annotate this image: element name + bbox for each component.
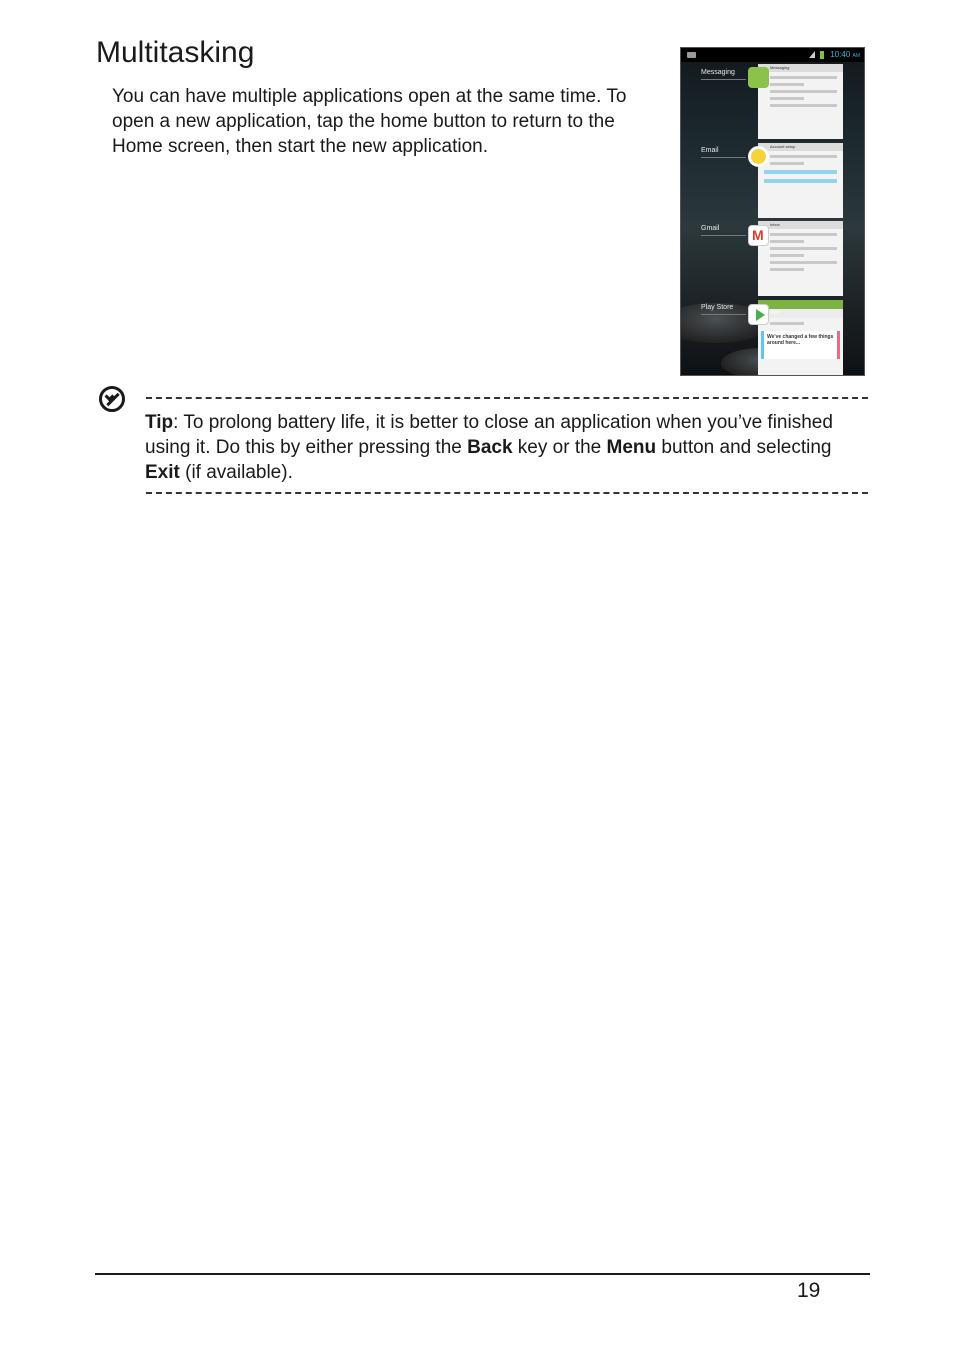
recent-app-card-email[interactable] bbox=[758, 143, 843, 218]
card-title: Apps bbox=[770, 309, 780, 314]
back-key-term: Back bbox=[467, 437, 513, 458]
tip-text: (if available). bbox=[179, 462, 293, 483]
card-title: Messaging bbox=[758, 64, 843, 72]
status-bar bbox=[681, 48, 864, 62]
store-header bbox=[758, 300, 843, 314]
page-title: Multitasking bbox=[96, 36, 255, 69]
exit-term: Exit bbox=[145, 462, 180, 483]
recent-app-label-gmail[interactable]: Gmail bbox=[701, 225, 720, 232]
email-icon bbox=[748, 146, 769, 167]
tip-text: key or the bbox=[512, 437, 607, 458]
recent-app-card-gmail[interactable] bbox=[758, 221, 843, 296]
status-time: 10:40 bbox=[830, 50, 851, 59]
notification-icon bbox=[687, 52, 696, 58]
recent-app-card-play-store[interactable] bbox=[758, 300, 843, 375]
intro-paragraph: You can have multiple applications open at the same time. To open a new application, tap the home button to return to the Home screen, then start the new application. bbox=[112, 86, 627, 157]
page-number: 19 bbox=[797, 1279, 821, 1302]
tip-divider-top bbox=[146, 397, 868, 399]
footer-rule bbox=[95, 1273, 870, 1275]
tip-divider-bottom bbox=[146, 492, 868, 494]
play-store-icon bbox=[748, 304, 769, 325]
tip-paragraph bbox=[145, 410, 870, 485]
menu-button-term: Menu bbox=[606, 437, 657, 458]
recent-app-label-play-store[interactable]: Play Store bbox=[701, 304, 734, 311]
tip-text: : To prolong battery life, it is better to close an application when you’ve finished using it. Do this by either pressing the bbox=[145, 412, 833, 458]
card-title: Inbox bbox=[758, 221, 843, 229]
tip-label: Tip bbox=[145, 412, 174, 433]
messaging-icon bbox=[748, 67, 769, 88]
recent-app-label-messaging[interactable]: Messaging bbox=[701, 69, 735, 76]
battery-icon bbox=[820, 51, 824, 59]
store-banner: We've changed a few things around here... bbox=[761, 331, 840, 359]
tip-text: button and selecting bbox=[656, 437, 832, 458]
tip-icon bbox=[99, 386, 125, 412]
card-title: Account setup bbox=[758, 143, 843, 151]
gmail-icon bbox=[748, 225, 769, 246]
status-ampm: AM bbox=[852, 53, 860, 59]
recent-app-label-email[interactable]: Email bbox=[701, 147, 719, 154]
signal-icon bbox=[809, 51, 815, 58]
recent-apps-screenshot bbox=[680, 47, 865, 376]
recent-app-card-messaging[interactable] bbox=[758, 64, 843, 139]
